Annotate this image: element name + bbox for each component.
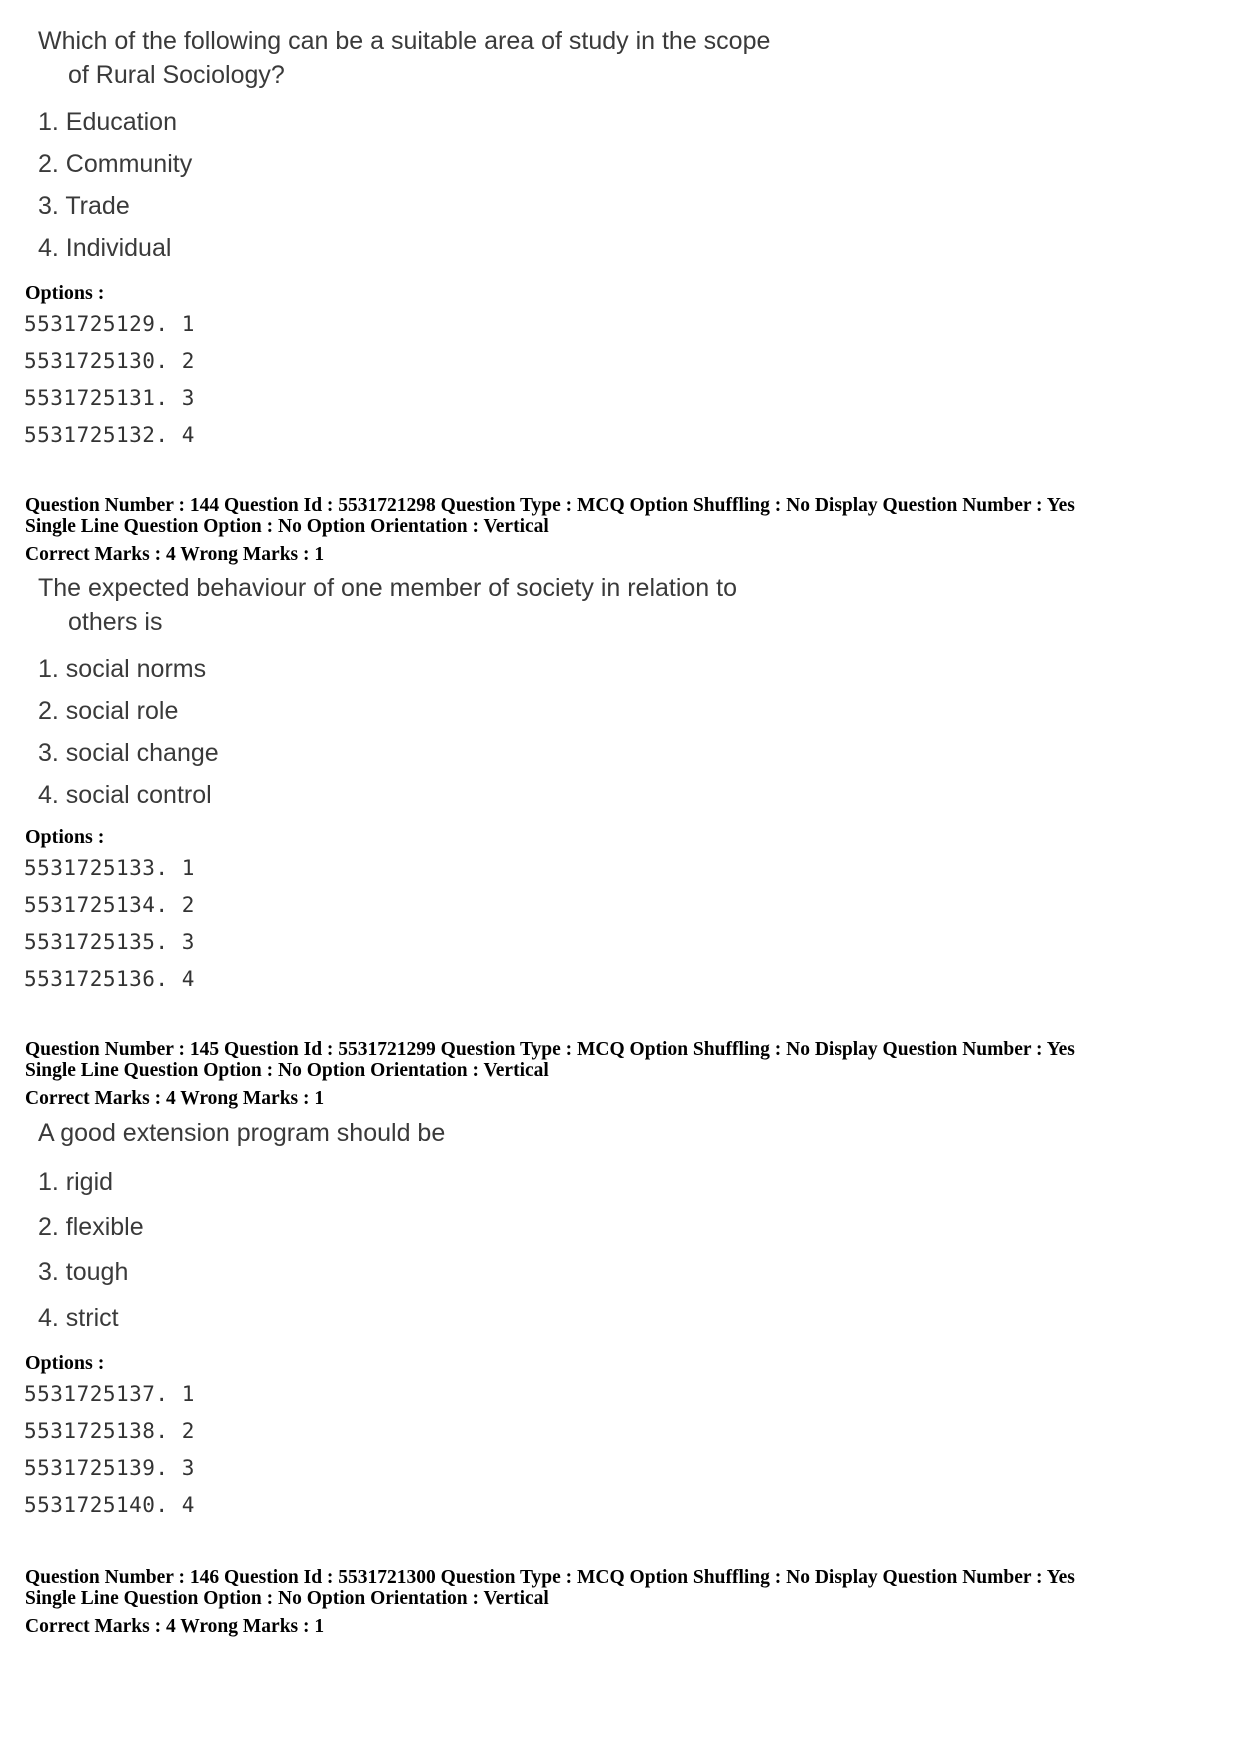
option-id-row: 5531725139. 3 [24, 1456, 195, 1480]
question-line: The expected behaviour of one member of society in relation to [38, 574, 738, 602]
question-text [38, 24, 770, 92]
question-line: others is [68, 608, 163, 636]
question-text [38, 571, 737, 639]
choice-item: 4. social control [38, 781, 212, 809]
choice-item: 2. Community [38, 150, 193, 178]
option-id-row: 5531725133. 1 [24, 856, 195, 880]
options-label: Options : [25, 282, 105, 304]
question-meta-line: Question Number : 144 Question Id : 5531721298 Question Type : MCQ Option Shuffling : No Display Question Number : Yes [25, 495, 1075, 516]
question-meta-line: Single Line Question Option : No Option Orientation : Vertical [25, 1588, 549, 1609]
choice-item: 3. Trade [38, 192, 130, 220]
marks-line: Correct Marks : 4 Wrong Marks : 1 [25, 544, 325, 565]
question-image-1 [38, 24, 770, 92]
option-id-row: 5531725130. 2 [24, 349, 195, 373]
question-image-144 [38, 571, 737, 639]
marks-line: Correct Marks : 4 Wrong Marks : 1 [25, 1088, 325, 1109]
option-id-row: 5531725134. 2 [24, 893, 195, 917]
option-id-row: 5531725136. 4 [24, 967, 195, 991]
question-line: A good extension program should be [38, 1119, 446, 1147]
option-id-row: 5531725138. 2 [24, 1419, 195, 1443]
option-id-row: 5531725129. 1 [24, 312, 195, 336]
question-line: of Rural Sociology? [68, 61, 285, 89]
choice-item: 4. strict [38, 1304, 119, 1332]
option-id-row: 5531725132. 4 [24, 423, 195, 447]
option-id-row: 5531725137. 1 [24, 1382, 195, 1406]
choice-item: 1. social norms [38, 655, 207, 683]
question-image-145 [38, 1116, 445, 1150]
choice-item: 2. flexible [38, 1213, 144, 1241]
question-meta-line: Question Number : 145 Question Id : 5531721299 Question Type : MCQ Option Shuffling : No Display Question Number : Yes [25, 1039, 1075, 1060]
options-label: Options : [25, 1352, 105, 1374]
choice-item: 3. tough [38, 1258, 129, 1286]
question-meta-line: Question Number : 146 Question Id : 5531721300 Question Type : MCQ Option Shuffling : No Display Question Number : Yes [25, 1567, 1075, 1588]
option-id-row: 5531725135. 3 [24, 930, 195, 954]
choice-item: 3. social change [38, 739, 219, 767]
question-meta-line: Single Line Question Option : No Option Orientation : Vertical [25, 1060, 549, 1081]
option-id-row: 5531725140. 4 [24, 1493, 195, 1517]
question-line: Which of the following can be a suitable area of study in the scope [38, 27, 771, 55]
option-id-row: 5531725131. 3 [24, 386, 195, 410]
choice-item: 4. Individual [38, 234, 172, 262]
marks-line: Correct Marks : 4 Wrong Marks : 1 [25, 1616, 325, 1637]
question-meta-line: Single Line Question Option : No Option Orientation : Vertical [25, 516, 549, 537]
choice-item: 1. Education [38, 108, 177, 136]
options-label: Options : [25, 826, 105, 848]
question-text [38, 1116, 445, 1150]
choice-item: 1. rigid [38, 1168, 114, 1196]
choice-item: 2. social role [38, 697, 179, 725]
